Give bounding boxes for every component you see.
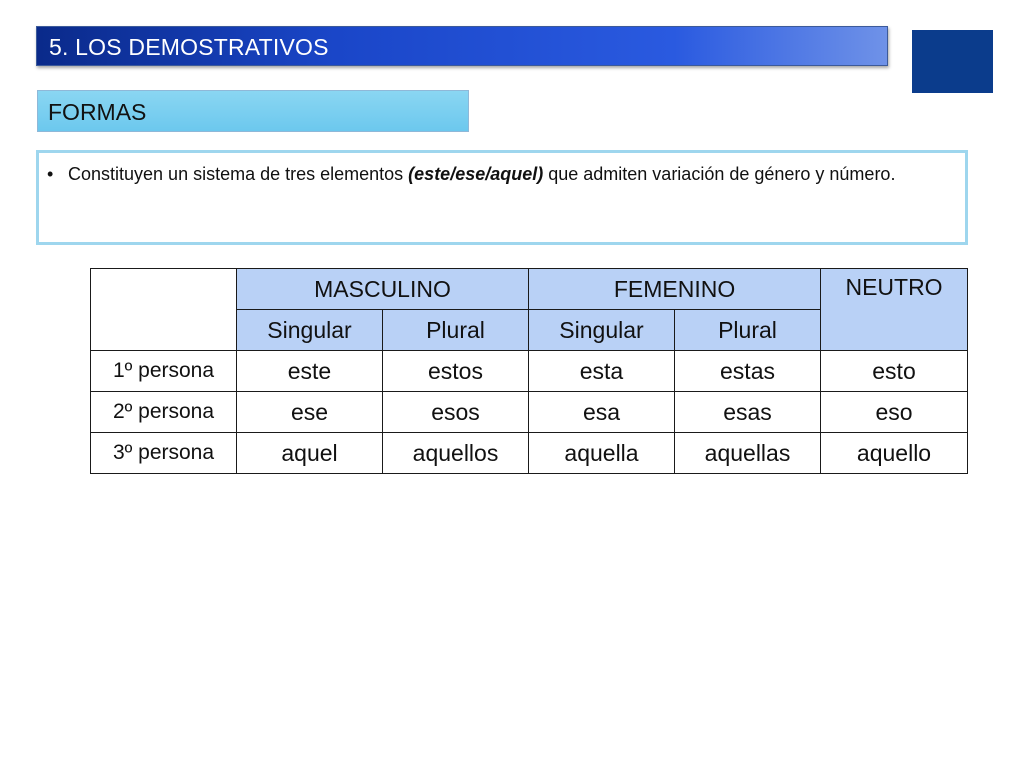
demonstratives-table xyxy=(90,268,968,474)
table-corner-cell xyxy=(91,269,237,351)
page-title: 5. LOS DEMOSTRATIVOS xyxy=(49,34,329,60)
row-label: 1º persona xyxy=(91,351,237,392)
subheader-fem-singular: Singular xyxy=(529,310,675,351)
table-cell: aquellos xyxy=(383,433,529,474)
row-label: 2º persona xyxy=(91,392,237,433)
table-cell: estos xyxy=(383,351,529,392)
table-header-row xyxy=(91,269,968,310)
bullet-text xyxy=(68,161,955,188)
group-header-neutro: NEUTRO xyxy=(821,269,968,351)
corner-decoration xyxy=(912,30,993,93)
note-box xyxy=(36,150,968,245)
table-cell: aquella xyxy=(529,433,675,474)
table-cell: aquello xyxy=(821,433,968,474)
table-cell: esos xyxy=(383,392,529,433)
table-cell: esta xyxy=(529,351,675,392)
table-row xyxy=(91,351,968,392)
bullet-marker: • xyxy=(47,164,54,184)
title-bar xyxy=(36,26,888,66)
table-cell: aquel xyxy=(237,433,383,474)
table-cell: este xyxy=(237,351,383,392)
table-cell: aquellas xyxy=(675,433,821,474)
bullet-text-end: que admiten variación de género y número. xyxy=(543,164,896,184)
table-row xyxy=(91,392,968,433)
table-cell: eso xyxy=(821,392,968,433)
group-header-femenino: FEMENINO xyxy=(529,269,821,310)
subheader-fem-plural: Plural xyxy=(675,310,821,351)
section-subtitle: FORMAS xyxy=(48,99,147,125)
group-header-masculino: MASCULINO xyxy=(237,269,529,310)
table-cell: esas xyxy=(675,392,821,433)
table-row xyxy=(91,433,968,474)
subheader-masc-singular: Singular xyxy=(237,310,383,351)
bullet-text-start: Constituyen un sistema de tres elementos xyxy=(68,164,409,184)
table-cell: esto xyxy=(821,351,968,392)
subtitle-bar xyxy=(37,90,469,132)
row-label: 3º persona xyxy=(91,433,237,474)
table-cell: esa xyxy=(529,392,675,433)
table-cell: ese xyxy=(237,392,383,433)
bullet-text-emphasis: (este/ese/aquel) xyxy=(408,164,544,184)
bullet-item xyxy=(47,161,955,188)
subheader-masc-plural: Plural xyxy=(383,310,529,351)
table-cell: estas xyxy=(675,351,821,392)
